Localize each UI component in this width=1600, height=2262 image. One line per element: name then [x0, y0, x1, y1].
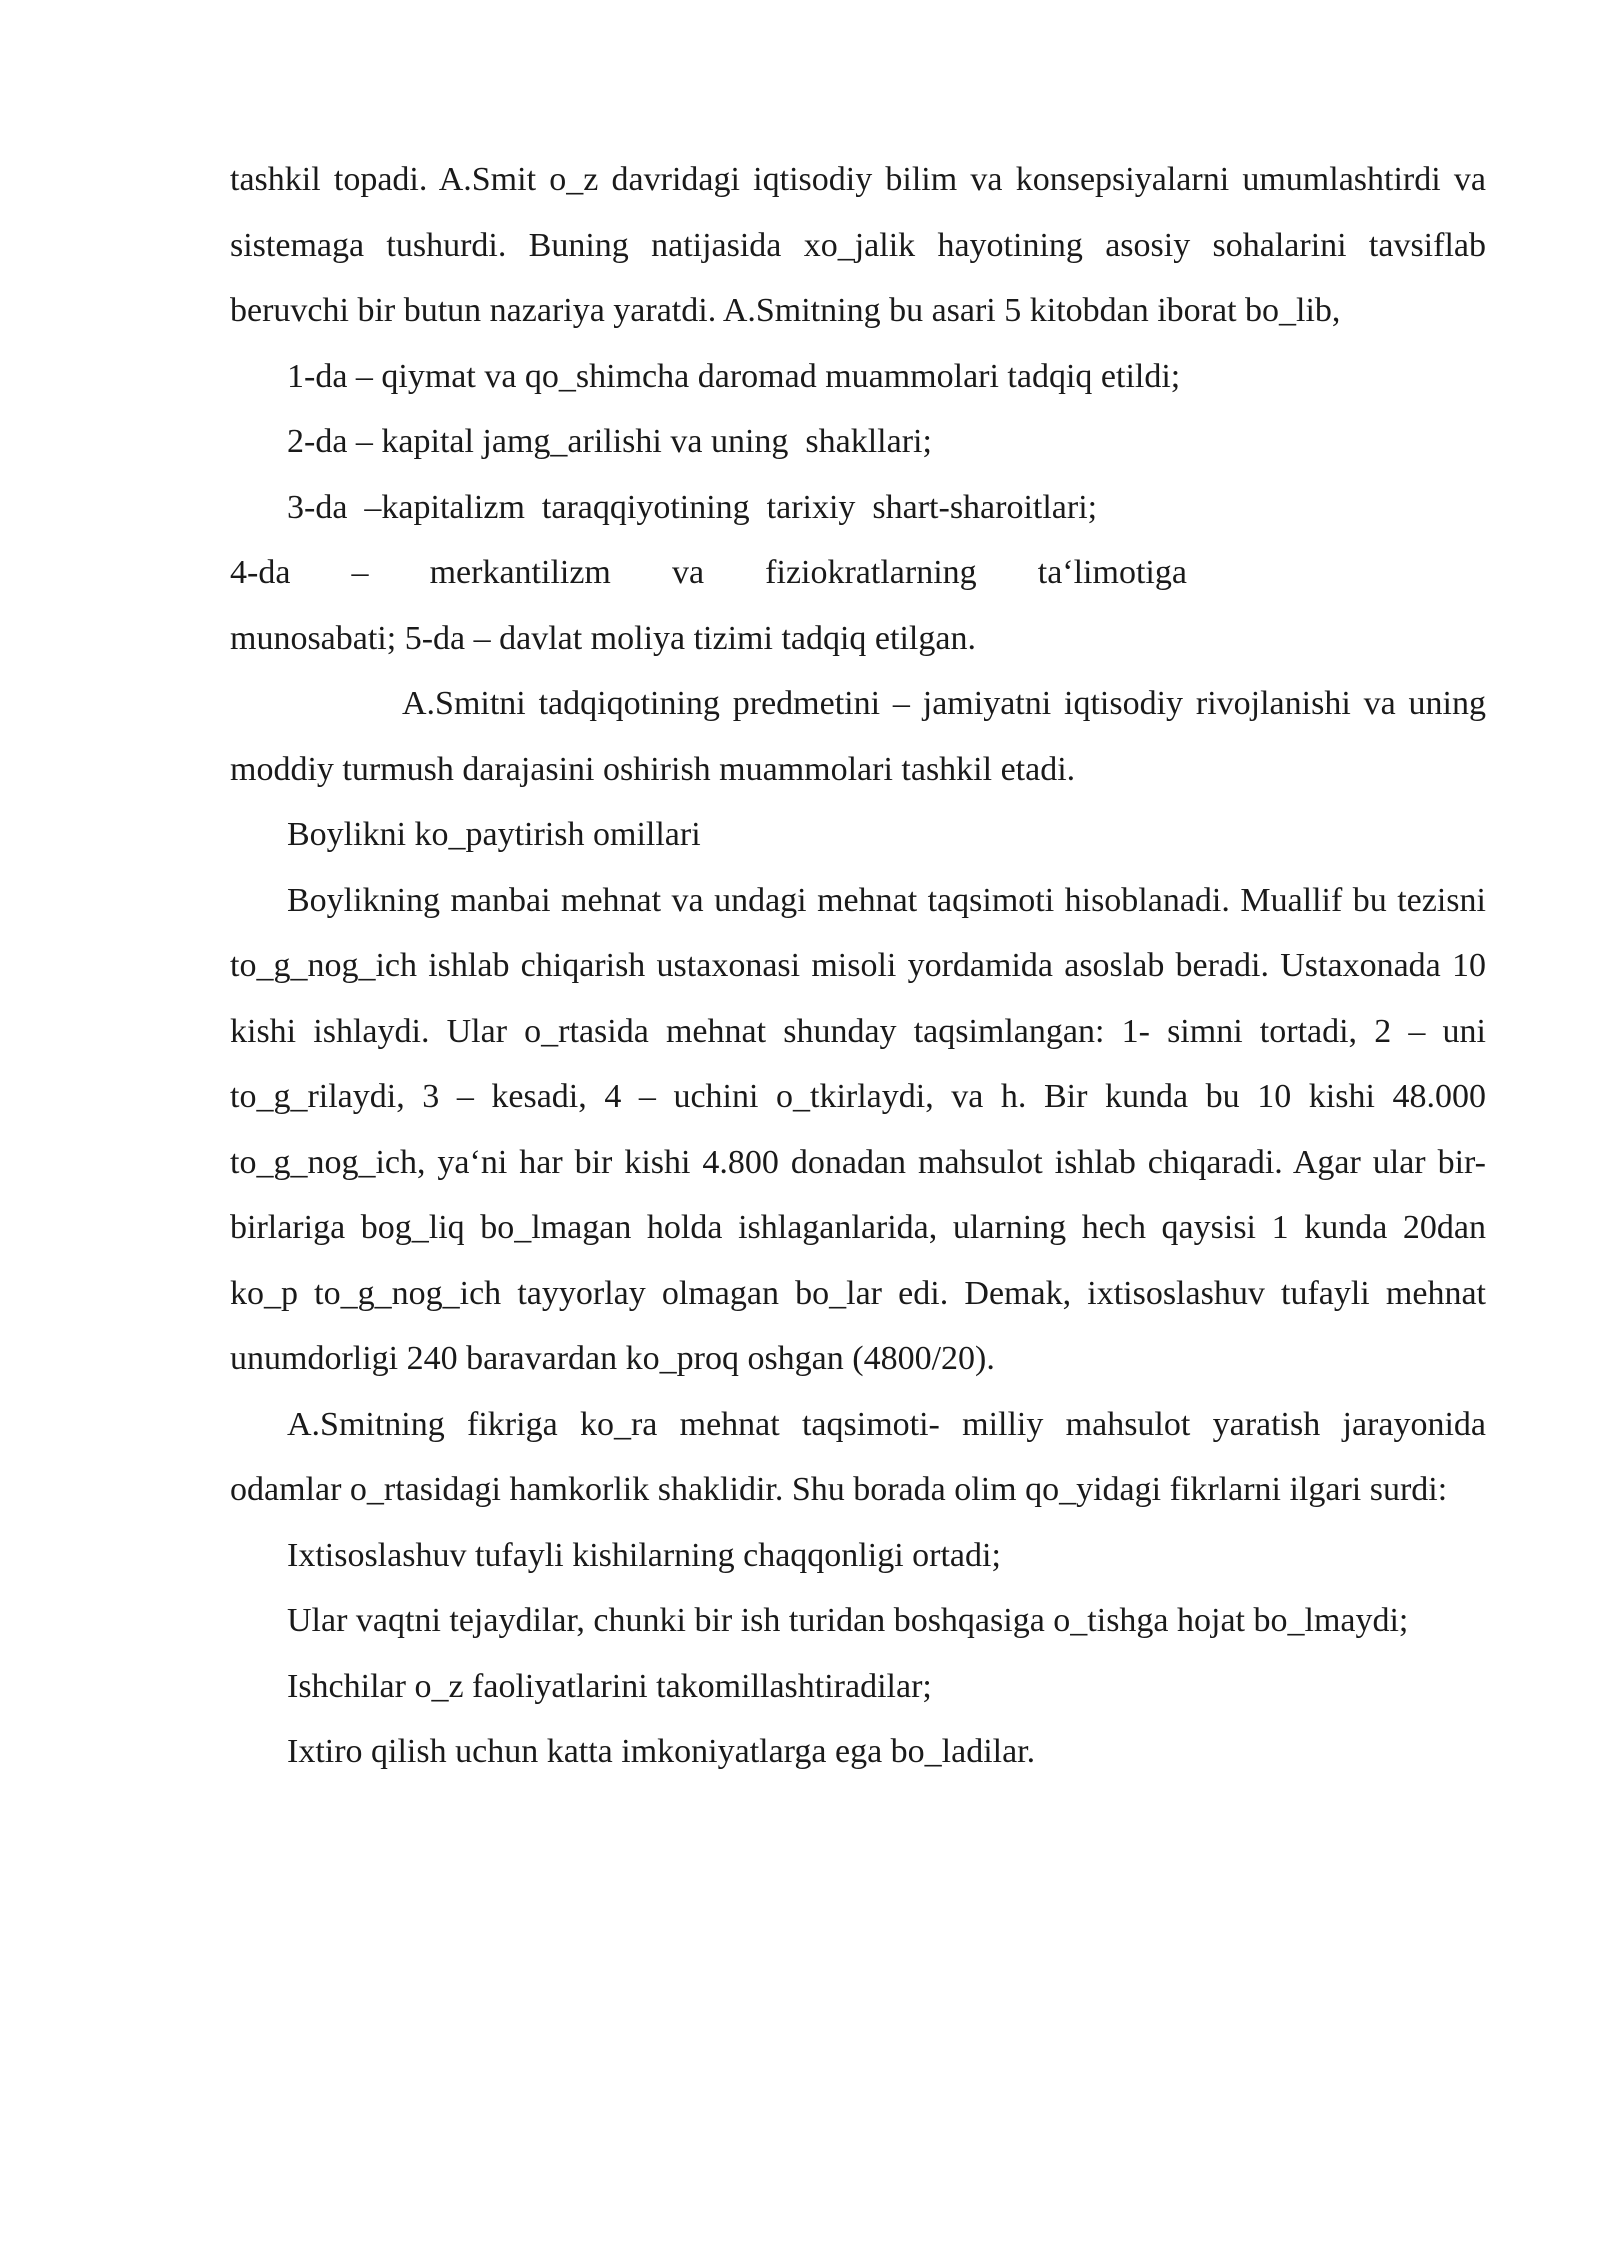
point-item-3: Ishchilar o_z faoliyatlarini takomillashtiradilar; — [287, 1667, 932, 1705]
document-body — [230, 147, 1486, 1785]
book-4-word: 4-da — [230, 554, 291, 591]
book-list-item-2: 2-da – kapital jamg_arilishi va uning shakllari; — [287, 423, 932, 460]
book-4-word: ta‘limotiga — [1037, 554, 1187, 591]
point-item-4: Ixtiro qilish uchun katta imkoniyatlarga ega bo_ladilar. — [287, 1733, 1036, 1770]
book-list-item-4-line — [230, 540, 1187, 606]
point-item-1: Ixtisoslashuv tufayli kishilarning chaqqonligi ortadi; — [287, 1536, 1001, 1574]
book-4-word: va — [671, 554, 705, 591]
book-4-word: merkantilizm — [429, 554, 611, 591]
book-4-word: fiziokratlarning — [765, 554, 977, 591]
wealth-paragraph: Boylikning manbai mehnat va undagi mehnat taqsimoti hisoblanadi. Muallif bu tezisni to_g_nog_ich ishlab chiqarish ustaxonasi misoli yordamida asoslab beradi. Ustaxonada 10 kishi ishlaydi. Ular o_rtasida mehnat shunday taqsimlangan: 1- simni tortadi, 2 – uni to_g_rilaydi, 3 – kesadi, 4 – uchini o_tkirlaydi, va h. Bir kunda bu 10 kishi 48.000 to_g_nog_ich, ya‘ni har bir kishi 4.800 donadan mahsulot ishlab chiqaradi. Agar ular bir-birlariga bog_liq bo_lmagan holda ishlaganlarida, ularning hech qaysisi 1 kunda 20dan ko_p to_g_nog_ich tayyorlay olmagan bo_lar edi. Demak, ixtisoslashuv tufayli mehnat unumdorligi 240 baravardan ko_proq oshgan (4800/20). — [230, 881, 1486, 1377]
point-item-2: Ular vaqtni tejaydilar, chunki bir ish turidan boshqasiga o_tishga hojat bo_lmaydi; — [287, 1602, 1409, 1639]
intro-paragraph: tashkil topadi. A.Smit o_z davridagi iqtisodiy bilim va konsepsiyalarni umumlashtirdi va sistemaga tushurdi. Buning natijasida xo_jalik hayotining asosiy sohalarini tavsiflab beruvchi bir butun nazariya yaratdi. A.Smitning bu asari 5 kitobdan iborat bo_lib, — [230, 161, 1486, 329]
subject-paragraph: A.Smitni tadqiqotining predmetini – jamiyatni iqtisodiy rivojlanishi va uning moddiy turmush darajasini oshirish muammolari tashkil etadi. — [230, 685, 1486, 788]
division-paragraph: A.Smitning fikriga ko_ra mehnat taqsimoti- milliy mahsulot yaratish jarayonida odamlar o_rtasidagi hamkorlik shaklidir. Shu borada olim qo_yidagi fikrlarni ilgari surdi: — [230, 1405, 1486, 1508]
book-list-item-3: 3-da –kapitalizm taraqqiyotining tarixiy shart-sharoitlari; — [287, 488, 1098, 526]
book-4-word: – — [351, 554, 369, 591]
book-list-item-1: 1-da – qiymat va qo_shimcha daromad muammolari tadqiq etildi; — [287, 357, 1181, 395]
section-heading: Boylikni ko_paytirish omillari — [287, 816, 701, 853]
book-list-item-4-5-continuation: munosabati; 5-da – davlat moliya tizimi tadqiq etilgan. — [230, 619, 976, 657]
